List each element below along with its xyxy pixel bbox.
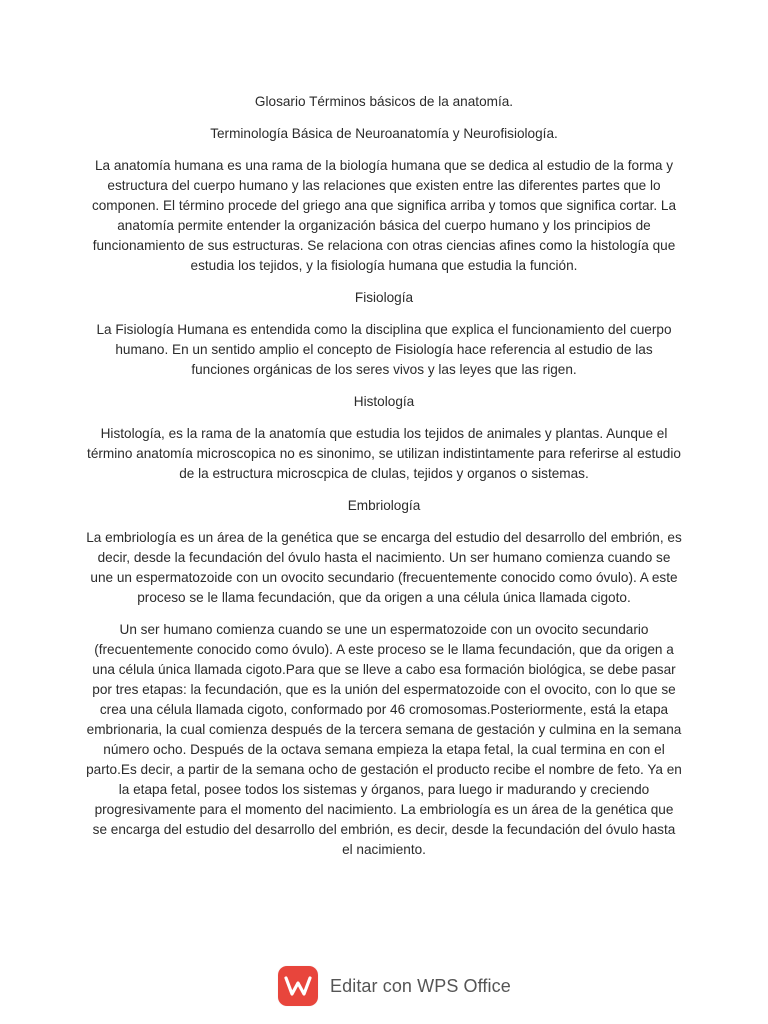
edit-with-wps-label: Editar con WPS Office <box>330 976 511 996</box>
wps-office-logo-icon <box>278 966 318 1006</box>
fisiologia-paragraph: La Fisiología Humana es entendida como la disciplina que explica el funcionamiento del cuerpo humano. En un sentido amplio el concepto de Fisiología hace referencia al estudio de las funciones orgánicas de los seres vivos y las leyes que las rigen. <box>96 322 672 377</box>
section-heading-embriologia: Embriología <box>347 498 421 513</box>
edit-with-wps-link[interactable] <box>278 965 511 1007</box>
document-subtitle: Terminología Básica de Neuroanatomía y Neurofisiología. <box>210 126 558 141</box>
embriologia-paragraph-2: Un ser humano comienza cuando se une un espermatozoide con un ovocito secundario (frecuentemente conocido como óvulo). A este proceso se le llama fecundación, que da origen a una célula única llamada cigoto.Para que se lleve a cabo esa formación biológica, se debe pasar por tres etapas: la fecundación, que es la unión del espermatozoide con el ovocito, con lo que se crea una célula llamada cigoto, conformado por 46 cromosomas.Posteriormente, está la etapa embrionaria, la cual comienza después de la tercera semana de gestación y culmina en la semana número ocho. Después de la octava semana empieza la etapa fetal, la cual termina en con el parto.Es decir, a partir de la semana ocho de gestación el producto recibe el nombre de feto. Ya en la etapa fetal, posee todos los sistemas y órganos, para luego ir madurando y creciendo progresivamente para el momento del nacimiento. La embriología es un área de la genética que se encarga del estudio del desarrollo del embrión, es decir, desde la fecundación del óvulo hasta el nacimiento. <box>86 622 682 857</box>
document-title: Glosario Términos básicos de la anatomía. <box>254 94 514 109</box>
histologia-paragraph: Histología, es la rama de la anatomía que estudia los tejidos de animales y plantas. Aunque el término anatomía microscopica no es sinonimo, se utilizan indistintamente para referirse al estudio de la estructura microscpica de clulas, tejidos y organos o sistemas. <box>87 426 681 481</box>
section-heading-fisiologia: Fisiología <box>354 290 414 305</box>
intro-paragraph: La anatomía humana es una rama de la biología humana que se dedica al estudio de la forma y estructura del cuerpo humano y las relaciones que existen entre las diferentes partes que lo componen. El término procede del griego ana que significa arriba y tomos que significa cortar. La anatomía permite entender la organización básica del cuerpo humano y los principios de funcionamiento de sus estructuras. Se relaciona con otras ciencias afines como la histología que estudia los tejidos, y la fisiología humana que estudia la función. <box>91 158 677 273</box>
embriologia-paragraph-1: La embriología es un área de la genética que se encarga del estudio del desarrollo del embrión, es decir, desde la fecundación del óvulo hasta el nacimiento. Un ser humano comienza cuando se une un espermatozoide con un ovocito secundario (frecuentemente conocido como óvulo). A este proceso se le llama fecundación, que da origen a una célula única llamada cigoto. <box>86 530 682 605</box>
section-heading-histologia: Histología <box>353 394 415 409</box>
document-body <box>86 92 682 872</box>
